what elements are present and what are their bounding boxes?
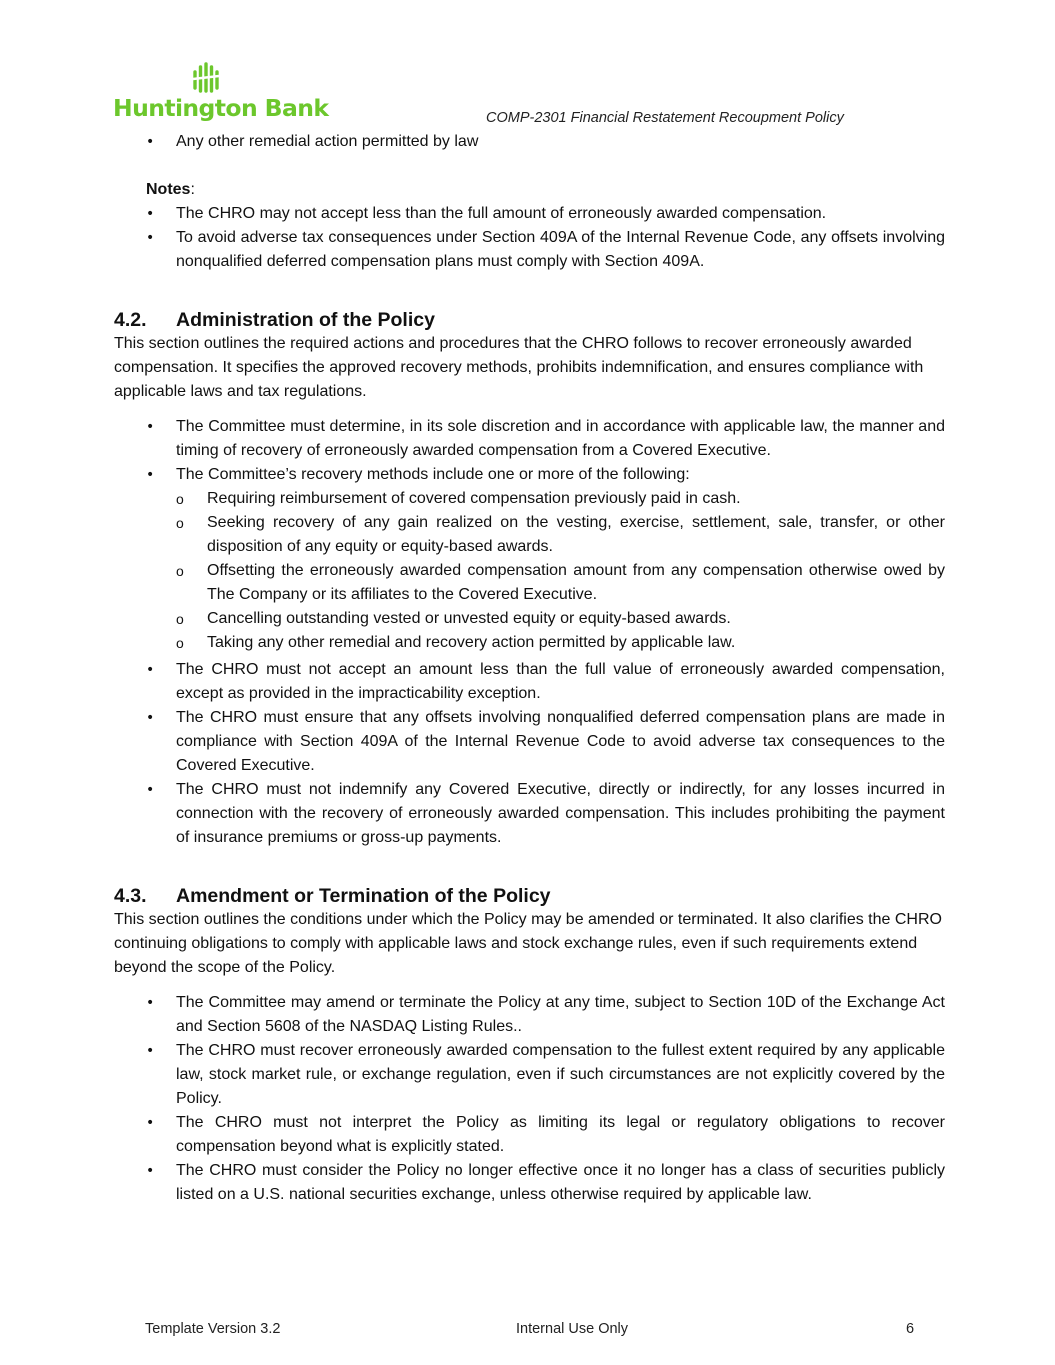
- section-4-2-number: 4.2.: [114, 309, 147, 331]
- footer-classification: Internal Use Only: [516, 1321, 629, 1337]
- notes-item: • The CHRO may not accept less than the full amount of erroneously awarded compensation.: [114, 202, 945, 226]
- notes-colon: :: [190, 181, 195, 198]
- section-4-2-bullet-list: [114, 415, 945, 850]
- brand-name: Huntington Bank: [113, 94, 329, 122]
- document-body: [114, 130, 945, 1207]
- recovery-method-item: o Cancelling outstanding vested or unvested equity or equity-based awards.: [176, 607, 945, 631]
- section-4-2-bullet: • The Committee must determine, in its sole discretion and in accordance with applicable law, the manner and timing of recovery of erroneously awarded compensation from a Covered Executive.: [114, 415, 945, 463]
- notes-label: Notes: [146, 181, 191, 198]
- recovery-method-item: o Offsetting the erroneously awarded compensation amount from any compensation otherwise owed by The Company or its affiliates to the Covered Executive.: [176, 559, 945, 607]
- huntington-logo-icon: [190, 62, 220, 94]
- section-4-3-bullet: • The CHRO must consider the Policy no longer effective once it no longer has a class of securities publicly listed on a U.S. national securities exchange, unless otherwise required by applicable law.: [114, 1159, 945, 1207]
- section-4-2-bullet: [114, 463, 945, 655]
- notes-list: [114, 202, 945, 274]
- footer-template-version: Template Version 3.2: [145, 1321, 281, 1337]
- intro-bullet-list: [114, 130, 945, 154]
- section-4-3-bullet: • The Committee may amend or terminate the Policy at any time, subject to Section 10D of the Exchange Act and Section 5608 of the NASDAQ Listing Rules..: [114, 991, 945, 1039]
- section-4-2-heading: [114, 308, 945, 332]
- recovery-method-item: o Seeking recovery of any gain realized on the vesting, exercise, settlement, sale, transfer, or other disposition of any equity or equity-based awards.: [176, 511, 945, 559]
- section-4-3-heading: [114, 884, 945, 908]
- section-4-2-intro: This section outlines the required actions and procedures that the CHRO follows to recover erroneously awarded compensation. It specifies the approved recovery methods, prohibits indemnification, and ensures compliance with applicable laws and tax regulations.: [114, 335, 924, 400]
- section-4-3-number: 4.3.: [114, 885, 147, 907]
- section-4-2-bullet: • The CHRO must not accept an amount less than the full value of erroneously awarded compensation, except as provided in the impracticability exception.: [114, 658, 945, 706]
- recovery-method-item: o Taking any other remedial and recovery action permitted by applicable law.: [176, 631, 945, 655]
- notes-item: • To avoid adverse tax consequences under Section 409A of the Internal Revenue Code, any offsets involving nonqualified deferred compensation plans must comply with Section 409A.: [114, 226, 945, 274]
- section-4-2-title: Administration of the Policy: [176, 309, 435, 331]
- section-4-2-bullet: • The CHRO must ensure that any offsets involving nonqualified deferred compensation plans are made in compliance with Section 409A of the Internal Revenue Code to avoid adverse tax consequences to the Covered Executive.: [114, 706, 945, 778]
- section-4-3-bullet: • The CHRO must recover erroneously awarded compensation to the fullest extent required by any applicable law, stock market rule, or exchange regulation, even if such circumstances are not explicitly covered by the Policy.: [114, 1039, 945, 1111]
- huntington-logo: [113, 62, 329, 124]
- section-4-2-bullet-text: The Committee’s recovery methods include one or more of the following:: [176, 466, 690, 483]
- recovery-method-item: o Requiring reimbursement of covered compensation previously paid in cash.: [176, 487, 945, 511]
- notes-heading: [114, 178, 945, 202]
- section-4-2-bullet: • The CHRO must not indemnify any Covered Executive, directly or indirectly, for any losses incurred in connection with the recovery of erroneously awarded compensation. This includes prohibiting the payment of insurance premiums or gross-up payments.: [114, 778, 945, 850]
- intro-bullet-item: • Any other remedial action permitted by law: [114, 130, 945, 154]
- policy-title: COMP-2301 Financial Restatement Recoupment Policy: [486, 110, 844, 126]
- section-4-3-title: Amendment or Termination of the Policy: [176, 885, 551, 907]
- section-4-3-intro: This section outlines the conditions under which the Policy may be amended or terminated. It also clarifies the CHRO continuing obligations to comply with applicable laws and stock exchange rules, even if such requirements extend beyond the scope of the Policy.: [114, 911, 942, 976]
- section-4-3-bullet: • The CHRO must not interpret the Policy as limiting its legal or regulatory obligations to recover compensation beyond what is explicitly stated.: [114, 1111, 945, 1159]
- footer-page-number: 6: [906, 1321, 915, 1337]
- section-4-3-bullet-list: [114, 991, 945, 1207]
- recovery-methods-list: [176, 487, 945, 655]
